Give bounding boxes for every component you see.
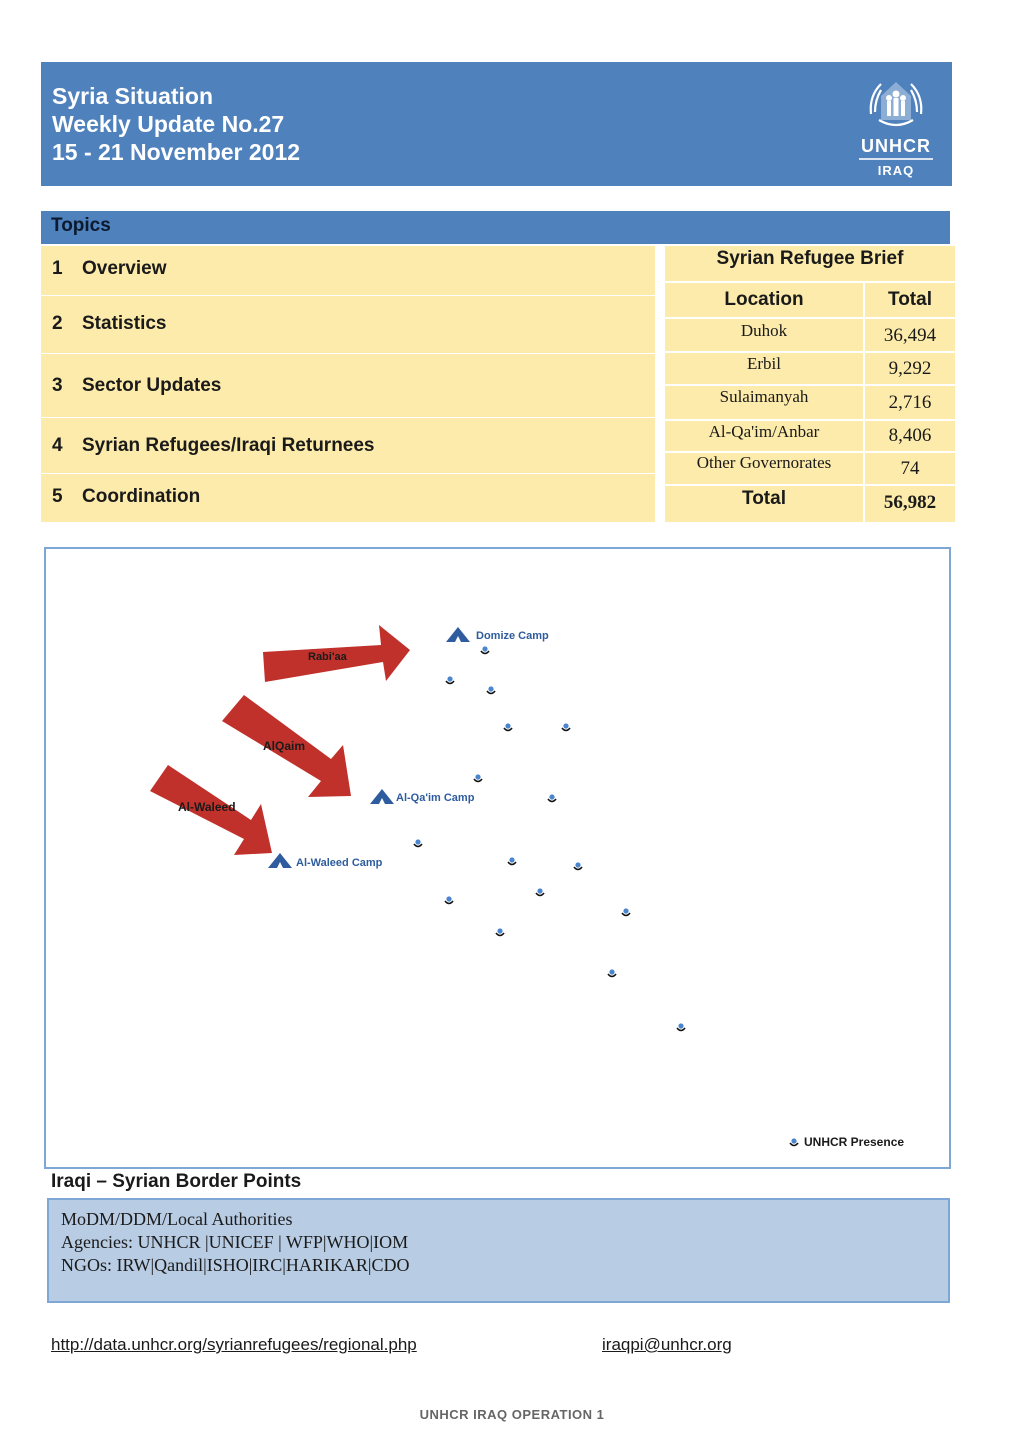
topic-number: 1 [52,258,63,279]
map-canvas [46,549,949,1167]
table-row [665,453,955,486]
total-cell: 9,292 [888,358,932,379]
camp-label-domiz: Domize Camp [476,630,549,642]
arrow-label-rabiaa: Rabi'aa [308,651,347,663]
title-line-3: 15 - 21 November 2012 [52,139,301,165]
presence-marker [481,646,489,653]
brief-header-row [665,283,955,319]
unhcr-logo [859,76,933,176]
title-line-1: Syria Situation [52,83,214,109]
topic-item-overview[interactable] [41,246,655,296]
logo-tagline-bar [859,158,933,160]
tent-icon [446,627,470,642]
report-title [52,82,300,166]
agencies-line-authorities: MoDM/DDM/Local Authorities [61,1209,293,1229]
presence-legend-icon [790,1138,798,1145]
logo-country: IRAQ [877,163,915,178]
presence-marker [414,839,422,846]
total-cell: 74 [900,458,920,479]
location-cell: Duhok [740,321,788,340]
topic-item-sector-updates[interactable] [41,354,655,418]
camp-alwaleed [268,853,383,869]
topic-number: 2 [52,313,63,334]
total-value: 56,982 [883,492,937,513]
location-cell: Sulaimanyah [719,387,809,406]
topic-number: 3 [52,375,63,396]
presence-marker [474,774,482,781]
agencies-line-agencies: Agencies: UNHCR |UNICEF | WFP|WHO|IOM [61,1232,409,1252]
presence-marker [677,1023,685,1030]
email-link[interactable]: iraqpi@unhcr.org [602,1335,732,1354]
table-row [665,319,955,353]
presence-markers [414,646,685,1030]
arrow-alwaleed [150,765,272,855]
presence-marker [562,723,570,730]
topic-number: 5 [52,486,63,507]
location-cell: Al-Qa'im/Anbar [708,422,820,441]
total-cell: 8,406 [888,425,932,446]
topic-label: Statistics [82,313,167,334]
table-row [665,353,955,386]
camp-label-alqaim: Al-Qa'im Camp [396,792,475,804]
arrow-label-alwaleed: Al-Waleed [178,800,236,814]
presence-marker [487,686,495,693]
portal-link[interactable]: http://data.unhcr.org/syrianrefugees/regional.php [51,1335,417,1354]
topic-label: Syrian Refugees/Iraqi Returnees [82,435,375,456]
presence-marker [445,896,453,903]
presence-marker [446,676,454,683]
topic-item-refugees-returnees[interactable] [41,418,655,474]
border-points-title: Iraqi – Syrian Border Points [51,1171,302,1192]
topics-heading: Topics [41,211,950,244]
presence-marker [536,888,544,895]
title-line-2: Weekly Update No.27 [52,111,285,137]
unhcr-emblem-icon [859,76,933,136]
presence-marker [622,908,630,915]
logo-name: UNHCR [861,136,931,156]
arrow-label-alqaim: AlQaim [263,739,306,753]
col-location-header: Location [724,289,804,310]
table-row [665,421,955,453]
agencies-line-ngos: NGOs: IRW|Qandil|ISHO|IRC|HARIKAR|CDO [61,1255,410,1275]
presence-marker [496,928,504,935]
brief-title: Syrian Refugee Brief [665,246,955,283]
tent-icon [268,853,292,868]
location-cell: Erbil [747,354,781,373]
presence-marker [548,794,556,801]
presence-marker [608,969,616,976]
col-total-header: Total [888,289,932,310]
topic-label: Sector Updates [82,375,222,396]
total-label: Total [742,488,786,509]
camp-alqaim [370,789,475,804]
presence-marker [504,723,512,730]
total-cell: 2,716 [888,392,932,413]
report-header [41,62,952,186]
page-footer: UNHCR IRAQ OPERATION 1 [419,1407,605,1422]
arrow-rabiaa [263,625,410,682]
legend-label: UNHCR Presence [804,1135,905,1149]
arrow-alqaim [222,695,351,797]
refugee-brief-table [665,246,955,522]
agencies-box [47,1198,950,1303]
brief-total-row [665,486,955,522]
border-points-map [44,547,951,1169]
presence-marker [574,862,582,869]
map-legend [790,1135,904,1149]
topics-list [41,246,655,522]
camp-domiz [446,627,549,642]
tent-icon [370,789,394,804]
total-cell: 36,494 [883,325,937,346]
topic-item-statistics[interactable] [41,296,655,354]
topic-label: Coordination [82,486,201,507]
table-row [665,386,955,421]
topic-number: 4 [52,435,63,456]
topic-item-coordination[interactable] [41,474,655,522]
location-cell: Other Governorates [696,453,832,472]
camp-label-alwaleed: Al-Waleed Camp [296,857,383,869]
presence-marker [508,857,516,864]
topic-label: Overview [82,258,167,279]
